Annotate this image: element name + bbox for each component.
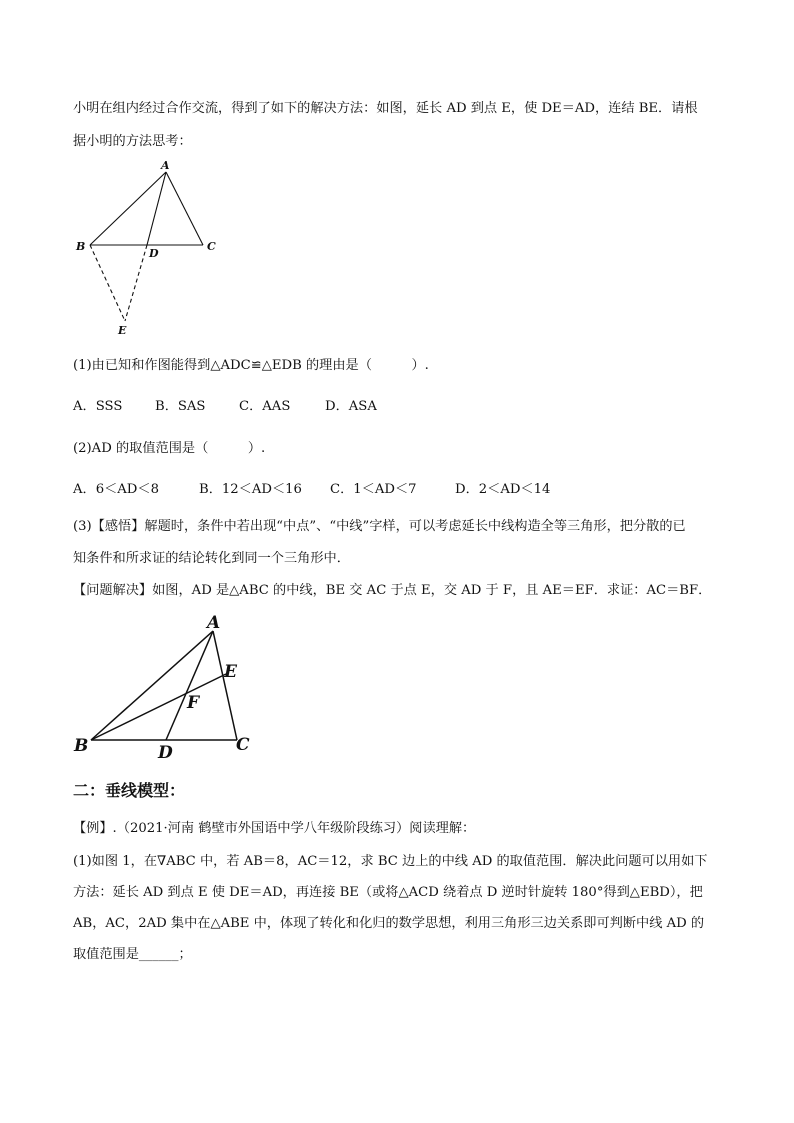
segment-de [125,245,147,321]
question-1-stem: (1)由已知和作图能得到△ADC≌△EDB 的理由是（ ）. [73,358,429,373]
point-label-a: A [207,613,221,633]
example-line-5: 取值范围是______； [73,947,192,962]
point-label-e: E [224,662,237,682]
section-heading-perpendicular-model: 二：垂线模型： [73,781,186,800]
question-2-option-b[interactable]: B．12＜AD＜16 [199,482,302,497]
question-2-option-c[interactable]: C．1＜AD＜7 [330,482,417,497]
point-label-b: B [74,736,89,756]
segment-be [91,674,226,740]
segment-ac [166,172,203,245]
problem-solving-statement: 【问题解决】如图，AD 是△ABC 的中线，BE 交 AC 于点 E，交 AD 于 F，且 AE＝EF．求证：AC＝BF． [73,583,712,598]
segment-be [90,245,125,321]
point-label-a: A [161,159,170,172]
example-line-3: 方法：延长 AD 到点 E 使 DE＝AD，再连接 BE（或将△ACD 绕着点 D 逆时针旋转 180°得到△EBD），把 [73,885,703,900]
segment-ac [213,631,237,740]
figure-1-triangle-diagram [70,158,250,338]
example-header: 【例】.（2021·河南 鹤壁市外国语中学八年级阶段练习）阅读理解： [73,821,476,836]
segment-ad [166,631,213,740]
question-2-option-a[interactable]: A．6＜AD＜8 [73,482,159,497]
question-2-option-d[interactable]: D．2＜AD＜14 [455,482,551,497]
figure-2-triangle-diagram [70,610,270,760]
point-label-c: C [207,240,216,253]
intro-line-1: 小明在组内经过合作交流，得到了如下的解决方法：如图，延长 AD 到点 E，使 DE＝AD，连结 BE．请根 [73,101,698,116]
segment-ad [147,172,166,245]
point-label-c: C [236,735,250,755]
example-line-2: (1)如图 1，在∇ABC 中，若 AB＝8，AC＝12，求 BC 边上的中线 AD 的取值范围．解决此问题可以用如下 [73,854,708,869]
point-label-e: E [118,324,127,337]
question-1-option-d[interactable]: D．ASA [325,399,377,414]
question-2-stem: (2)AD 的取值范围是（ ）. [73,441,266,456]
question-1-option-b[interactable]: B．SAS [155,399,206,414]
example-line-4: AB，AC，2AD 集中在△ABE 中，体现了转化和化归的数学思想，利用三角形三边关系即可判断中线 AD 的 [73,916,705,931]
point-label-d: D [149,247,159,260]
question-1-option-c[interactable]: C．AAS [239,399,291,414]
segment-ab [91,631,213,740]
point-label-d: D [158,743,173,760]
question-1-option-a[interactable]: A．SSS [73,399,123,414]
point-label-b: B [76,240,86,253]
question-3-line-1: (3)【感悟】解题时，条件中若出现“中点”、“中线”字样，可以考虑延长中线构造全等三角形，把分散的已 [73,519,686,534]
point-label-f: F [187,693,200,713]
segment-ab [90,172,166,245]
intro-line-2: 据小明的方法思考： [73,134,192,149]
question-3-line-2: 知条件和所求证的结论转化到同一个三角形中． [73,551,350,566]
